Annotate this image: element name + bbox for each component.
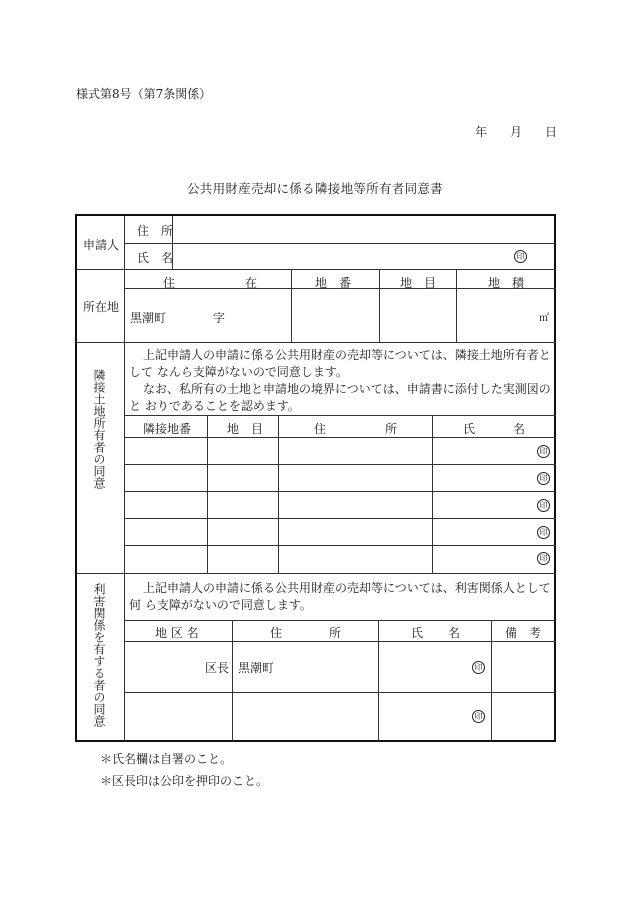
interested-statement: 上記申請人の申請に係る公共用財産の売却等については、利害関係人として何 ら支障がないので同意します。 [129,581,551,612]
land-area-header: 地 積 [488,276,525,290]
note-signature: ＊氏名欄は自署のこと。 [100,752,233,766]
applicant-address-field[interactable] [173,216,555,242]
interested-label-divider [124,573,125,742]
date-year-label: 年 [475,125,488,139]
consent-form-table [75,214,556,742]
applicant-label: 申請人 [83,238,120,252]
neighbor-row-divider-2 [124,491,556,492]
interested-address-header-a: 住 [270,626,283,640]
lot-number-header: 地 番 [315,276,352,290]
location-aza: 字 [213,311,226,325]
land-category-header: 地 目 [400,276,437,290]
neighbor-address-header-a: 住 [314,422,327,436]
neighbor-col-divider-1 [207,415,208,573]
neighbor-row-divider-1 [124,464,556,465]
location-town: 黒潮町 [130,311,167,325]
interested-seal-mark-2: 印 [472,710,485,723]
neighbor-category-header: 地 目 [227,422,264,436]
interested-name-header-a: 氏 [411,626,424,640]
neighbor-col-divider-3 [432,415,433,573]
interested-section-divider [77,573,556,574]
interested-consent-label: 利害関係を有する者の同意 [92,583,106,727]
neighbor-header-divider [124,437,556,438]
applicant-seal-mark: 印 [514,250,527,263]
neighbor-label-divider [124,342,125,573]
note-official-seal: ＊区長印は公印を押印のこと。 [100,774,269,788]
document-title: 公共用財産売却に係る隣接地等所有者同意書 [186,181,443,196]
location-col-header-b: 在 [245,276,258,290]
neighbor-consent-label: 隣接土地所有者の同意 [92,369,106,489]
interested-col-divider-1 [232,620,233,742]
district-head-label: 区長 [205,661,230,675]
interested-name-header-b: 名 [448,626,461,640]
label-column-divider [124,216,125,342]
location-label: 所在地 [83,300,120,314]
interested-seal-mark-1: 印 [472,661,485,674]
interested-town: 黒潮町 [238,661,275,675]
neighbor-lot-header: 隣接地番 [143,422,192,436]
neighbor-name-header-b: 名 [513,422,526,436]
applicant-name-label: 氏 名 [137,251,174,265]
neighbor-section-divider [77,342,556,343]
neighbor-col-divider-2 [278,415,279,573]
remarks-header: 備 考 [505,626,542,640]
location-col-divider-2 [379,269,380,342]
date-day-label: 日 [545,125,558,139]
location-section-divider [77,269,556,270]
applicant-name-field[interactable] [173,244,555,269]
neighbor-statement-2: なお、私所有の土地と申請地の境界については、申請書に添付した実測図のと おりであることを認めます。 [129,382,551,413]
neighbor-seal-mark-4: 印 [537,526,550,539]
interested-col-divider-3 [491,620,492,742]
neighbor-seal-mark-5: 印 [537,552,550,565]
location-col-divider-3 [456,269,457,342]
neighbor-table-top [124,415,556,416]
neighbor-row-divider-4 [124,545,556,546]
neighbor-row-divider-3 [124,518,556,519]
location-col-header-a: 住 [163,276,176,290]
neighbor-name-header-a: 氏 [463,422,476,436]
district-header: 地 区 名 [155,626,199,640]
neighbor-statement-1: 上記申請人の申請に係る公共用財産の売却等については、隣接土地所有者として なんら支障がないので同意します。 [129,348,551,379]
interested-address-header-b: 所 [329,626,342,640]
neighbor-seal-mark-2: 印 [537,472,550,485]
interested-col-divider-2 [378,620,379,742]
neighbor-address-header-b: 所 [385,422,398,436]
location-col-divider-1 [291,269,292,342]
neighbor-seal-mark-3: 印 [537,499,550,512]
applicant-address-label: 住 所 [137,224,174,238]
area-unit: ㎡ [539,313,549,324]
date-month-label: 月 [510,125,523,139]
form-number: 様式第8号（第7条関係） [76,87,212,101]
neighbor-seal-mark-1: 印 [537,445,550,458]
